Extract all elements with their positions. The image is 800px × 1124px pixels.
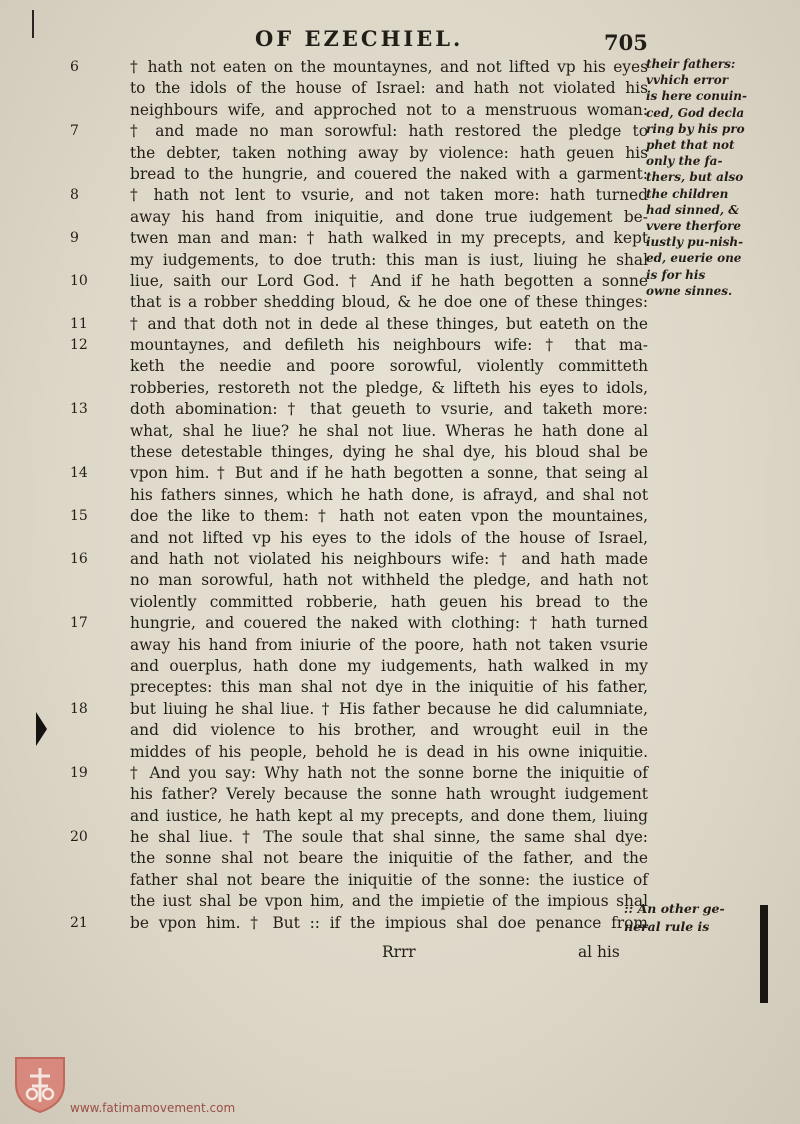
text-line xyxy=(96,784,648,805)
text-line xyxy=(96,292,648,313)
line-text: liue, saith our Lord God. † And if he hath begotten a sonne xyxy=(130,271,648,290)
line-text: hungrie, and couered the naked with clothing: † hath turned xyxy=(130,614,648,633)
line-text: doth abomination: † that geueth to vsurie, and taketh more: xyxy=(130,400,648,419)
page-number: 705 xyxy=(604,30,648,55)
margin-note-line: vvere therfore xyxy=(646,219,742,234)
text-line xyxy=(70,271,648,292)
text-line xyxy=(96,592,648,613)
verse-number: 18 xyxy=(70,700,88,717)
website-watermark[interactable]: www.fatimamovement.com xyxy=(70,1101,236,1115)
line-text: doe the like to them: † hath not eaten vpon the mountaines, xyxy=(130,507,648,526)
text-line xyxy=(96,656,648,677)
text-line xyxy=(96,720,648,741)
text-line xyxy=(96,635,648,656)
verse-number: 10 xyxy=(70,272,88,289)
verse-number: 6 xyxy=(70,59,79,75)
line-text: † hath not eaten on the mountaynes, and not lifted vp his eyes xyxy=(130,58,648,76)
margin-note-line: only the fa- xyxy=(646,154,723,169)
text-line xyxy=(70,399,648,420)
text-line xyxy=(70,763,648,784)
margin-note-line: ring by his pro xyxy=(646,121,745,136)
line-text: robberies, restoreth not the pledge, & lifteth his eyes to idols, xyxy=(130,378,648,397)
verse-number: 14 xyxy=(70,465,88,482)
catchword: al his xyxy=(578,943,620,961)
body-text xyxy=(70,57,648,934)
line-text: the debter, taken nothing away by violence: hath geuen his xyxy=(130,143,648,162)
text-line xyxy=(70,228,648,249)
margin-note-line: vvhich error xyxy=(646,73,729,88)
line-text: and ouerplus, hath done my iudgements, hath walked in my xyxy=(130,656,648,675)
verse-number: 12 xyxy=(70,337,88,354)
text-line xyxy=(70,827,648,848)
line-text: middes of his people, behold he is dead in his owne iniquitie. xyxy=(130,742,648,761)
margin-note-line: is for his xyxy=(646,267,706,282)
margin-note-line: had sinned, & xyxy=(646,202,740,217)
verse-number: 17 xyxy=(70,615,88,632)
page-edge-tab xyxy=(36,712,47,746)
margin-note-line: is here conuin- xyxy=(646,89,748,104)
text-line xyxy=(96,356,648,377)
line-text: keth the needie and poore sorowful, violently committeth xyxy=(130,357,648,376)
text-line xyxy=(96,528,648,549)
page-edge-shadow xyxy=(760,905,768,1003)
line-text: neighbours wife, and approched not to a menstruous woman: xyxy=(130,100,648,119)
text-line xyxy=(96,100,648,121)
margin-note-line: their fathers: xyxy=(646,57,736,71)
margin-note-line: ed, euerie one xyxy=(646,251,742,266)
line-text: twen man and man: † hath walked in my precepts, and kept xyxy=(130,229,648,248)
line-text: these detestable thinges, dying he shal dye, his bloud shal be xyxy=(130,443,648,462)
signature-mark: Rrrr xyxy=(382,943,416,961)
verse-number: 7 xyxy=(70,123,79,140)
line-text: and iustice, he hath kept al my precepts, and done them, liuing xyxy=(130,806,648,825)
line-text: to the idols of the house of Israel: and hath not violated his xyxy=(130,79,648,98)
line-text: my iudgements, to doe truth: this man is iust, liuing he shal xyxy=(130,250,648,269)
shield-logo-icon xyxy=(12,1054,68,1114)
text-line xyxy=(70,463,648,484)
line-text: bread to the hungrie, and couered the naked with a garment: xyxy=(130,164,648,183)
line-text: mountaynes, and defileth his neighbours wife: † that ma- xyxy=(130,336,648,355)
text-line xyxy=(70,314,648,335)
margin-note-line: neral rule is xyxy=(624,919,710,934)
verse-number: 11 xyxy=(70,315,88,332)
line-text: and hath not violated his neighbours wife: † and hath made xyxy=(130,549,648,568)
text-line xyxy=(70,335,648,356)
verse-number: 16 xyxy=(70,550,88,567)
text-line xyxy=(96,870,648,891)
margin-note-rule xyxy=(624,900,744,936)
binding-edge-mark xyxy=(32,10,34,38)
line-text: violently committed robberie, hath geuen his bread to the xyxy=(130,592,648,611)
line-text: be vpon him. † But :: if the impious shal doe penance from xyxy=(130,913,648,932)
margin-note xyxy=(646,56,758,299)
margin-note-line: owne sinnes. xyxy=(646,283,733,298)
text-line xyxy=(96,806,648,827)
line-text: and did violence to his brother, and wrought euil in the xyxy=(130,721,648,740)
text-line xyxy=(70,549,648,570)
text-line xyxy=(96,485,648,506)
line-text: vpon him. † But and if he hath begotten a sonne, that seing al xyxy=(130,464,648,483)
text-line xyxy=(96,143,648,164)
text-line xyxy=(96,250,648,271)
text-line xyxy=(70,913,648,934)
text-line xyxy=(96,378,648,399)
line-text: and not lifted vp his eyes to the idols of the house of Israel, xyxy=(130,528,648,547)
line-text: but liuing he shal liue. † His father because he did calumniate, xyxy=(130,699,648,718)
margin-note-line: ced, God decla xyxy=(646,105,745,120)
margin-note-line: thers, but also xyxy=(646,170,744,185)
line-text: no man sorowful, hath not withheld the pledge, and hath not xyxy=(130,571,648,590)
verse-number: 9 xyxy=(70,230,79,247)
text-line xyxy=(96,848,648,869)
line-text: his fathers sinnes, which he hath done, is afrayd, and shal not xyxy=(130,485,648,504)
line-text: † hath not lent to vsurie, and not taken more: hath turned xyxy=(130,186,648,205)
margin-note-line: the children xyxy=(646,186,729,201)
line-text: that is a robber shedding bloud, & he doe one of these thinges: xyxy=(130,293,648,312)
line-text: away his hand from iniquitie, and done true iudgement be- xyxy=(130,207,648,226)
text-line xyxy=(96,677,648,698)
line-text: † And you say: Why hath not the sonne borne the iniquitie of xyxy=(130,763,648,782)
text-line xyxy=(70,506,648,527)
line-text: the iust shal be vpon him, and the impietie of the impious shal xyxy=(130,892,648,911)
text-line xyxy=(96,442,648,463)
line-text: † and that doth not in dede al these thinges, but eateth on the xyxy=(130,314,648,333)
line-text: his father? Verely because the sonne hath wrought iudgement xyxy=(130,785,648,804)
text-line xyxy=(96,570,648,591)
line-text: what, shal he liue? he shal not liue. Wheras he hath done al xyxy=(130,421,648,440)
verse-number: 21 xyxy=(70,914,88,931)
text-line xyxy=(96,164,648,185)
text-line xyxy=(96,421,648,442)
line-text: the sonne shal not beare the iniquitie of the father, and the xyxy=(130,849,648,868)
verse-number: 19 xyxy=(70,764,88,781)
text-line xyxy=(70,613,648,634)
line-text: away his hand from iniurie of the poore, hath not taken vsurie xyxy=(130,635,648,654)
text-line xyxy=(96,207,648,228)
text-line xyxy=(96,78,648,99)
text-line xyxy=(70,185,648,206)
text-line xyxy=(70,699,648,720)
line-text: he shal liue. † The soule that shal sinne, the same shal dye: xyxy=(130,828,648,847)
verse-number: 20 xyxy=(70,829,88,846)
line-text: † and made no man sorowful: hath restored the pledge to xyxy=(130,122,648,141)
text-line xyxy=(70,57,648,78)
running-header: OF EZECHIEL. xyxy=(255,26,464,51)
verse-number: 8 xyxy=(70,187,79,204)
margin-note-line: iustly pu-nish- xyxy=(646,235,744,250)
text-line xyxy=(70,121,648,142)
verse-number: 13 xyxy=(70,401,88,418)
margin-note-line: phet that not xyxy=(646,138,735,153)
text-line xyxy=(96,891,648,912)
verse-number: 15 xyxy=(70,508,88,525)
line-text: preceptes: this man shal not dye in the iniquitie of his father, xyxy=(130,678,648,697)
text-line xyxy=(96,742,648,763)
margin-note-line: :: An other ge- xyxy=(624,901,725,916)
line-text: father shal not beare the iniquitie of the sonne: the iustice of xyxy=(130,870,648,889)
